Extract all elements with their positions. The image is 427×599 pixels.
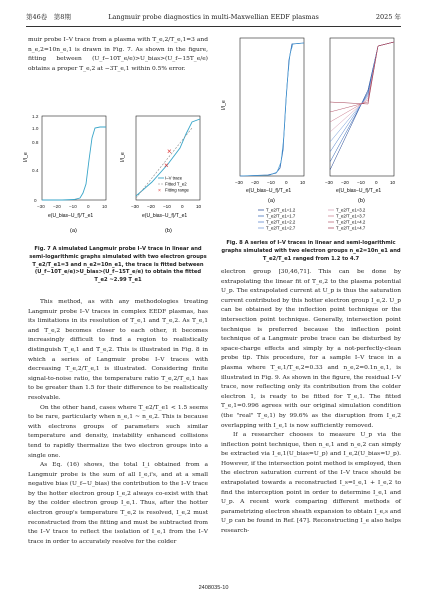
header-rule [26,26,401,27]
svg-text:−10: −10 [267,180,275,185]
right-para-2: If a researcher chooses to measure U_p via the inflection point technique, then n_e,1 and n_e,2 can simply be extracted via I_e,1(U_bias=U_p) and I_e,2(U_bias=U_p). However, if the intersection point method is employed, then the electron saturation current of the I–V trace should be extrapolated towards a reconstructed I_s=I_e,1 + I_e,2 to find the interception point in order to determine I_e,1 and U_p. A recent work comparing different methods of parametrizing electron sheath expansion to obtain I_e,s and U_p can be found in Ref. [47]. Reconstructing I_e also helps research- [221,432,401,535]
svg-text:−30: −30 [131,204,139,209]
fig8b-label: (b) [358,198,365,204]
svg-text:10: 10 [102,204,108,209]
svg-text:−20: −20 [251,180,259,185]
left-para-3: On the other hand, cases where T_e2/T_e1 < 1.5 seems to be rare, particularly when n_e,1 ~ n_e,2. This is because with electrons groups of parameters such similar temperature and density, instability enhanced collisions tend to rapidly thermalize the two electron groups into a single one. [28,404,208,459]
fig7a-label: (a) [70,228,77,234]
svg-text:10: 10 [196,204,202,209]
fig7b-ylabel: I/I_e [120,152,126,162]
fig7b-fit-range-mark: × [164,161,169,170]
fig8b-trace [330,42,394,132]
fig7a-plot [23,114,108,234]
fig7a-trace [42,127,106,200]
fig8-legend-item: T_e2/T_e1=3.7 [336,213,366,219]
fig7b-label: (b) [165,228,172,234]
left-para-4: As Eq. (16) shows, the total I_i obtained from a Langmuir probe is the sum of all I_e,i's, and at a small negative bias (U_f−U_bias) the contribution to the I–V trace by the hotter electron group I_e,2 always co-exist with that by the colder electron group I_e,1. Thus, after the hotter electron group's temperature T_e,2 is resolved, I_e,2 must reconstructed from the fitting and must be subtracted from the I–V trace to reflect the isolation of I_e,1 from the I–V trace in order to accurately resolve for the colder [28,462,208,545]
fig7b-xlabel: e(U_bias−U_f)/T_e1 [142,213,188,219]
fig8-legend-item: T_e2/T_e1=4.2 [336,219,366,225]
fig8-legend-item: T_e2/T_e1=1.7 [266,213,296,219]
fig8b-trace [330,42,394,162]
fig8b-trace [330,42,394,112]
fig8b-trace [330,42,394,142]
fig8-legend-item: T_e2/T_e1=2.7 [266,225,296,231]
fig7-figure [22,110,212,240]
volume-issue: 第46卷 第8期 [26,13,71,21]
right-column [221,268,401,537]
page-number: 2408035-10 [198,585,229,591]
fig8-legend-item: T_e2/T_e1=4.7 [336,225,366,231]
fig8b-trace [330,42,394,152]
svg-text:10: 10 [390,180,396,185]
fig8b-trace [330,42,394,170]
left-column [28,36,208,74]
fig8b-xlabel: e(U_bias−U_f)/T_e1 [336,188,382,194]
fig8-figure [218,30,408,235]
fig8a-xlabel: e(U_bias−U_f)/T_e1 [246,188,292,194]
fig8-legend-item: T_e2/T_e1=2.2 [266,219,296,225]
svg-text:1.0: 1.0 [32,126,39,131]
svg-text:−20: −20 [341,180,349,185]
fig8-legend-item: T_e2/T_e1=1.2 [266,207,296,213]
fig8a-trace [240,43,304,176]
svg-text:−10: −10 [69,204,77,209]
left-para-2: This method, as with any methodologies treating Langmuir probe I–V traces in complex EEDF plasmas, has its limitations in its resolution of T_e,1 and T_e,2. As T_e,1 and T_e,2 becomes closer to each other, it becomes increasingly difficult to find a region to realistically distinguish T_e,1 and T_e,2. This is illustrated in Fig. 8 in which a series of Langmuir probe I–V traces with decreasing T_e,2/T_e,1 is illustrated. Considering finite signal-to-noise ratio, the temperature ratio T_e,2/T_e,1 has to be greater than 1.5 for their difference to be realistically resolvable. [28,299,208,401]
svg-text:1.2: 1.2 [32,114,39,119]
fig8-caption: Fig. 8 A series of I–V traces in linear and semi-logarithmic graphs simulated with two electron groups n_e2=10n_e1 and T_e2/T_e1 ranged from 1.2 to 4.7 [221,240,401,262]
left-column-lower [28,298,208,547]
svg-text:−20: −20 [53,204,61,209]
fig7b-legend [158,176,189,195]
fig8a-plot [221,38,306,194]
svg-text:−10: −10 [163,204,171,209]
svg-text:0.4: 0.4 [32,168,39,173]
left-para-1: muir probe I–V trace from a plasma with T_e,2/T_e,1=3 and n_e,2=10n_e,1 is drawn in Fig. 7. As shown in the figure, fitting between (U_f−10T_e/e)>U_bias>(U_f−15T_e/e) obtains a proper T_e,2 at −3T_e,1 within 0.5% error. [28,37,208,72]
svg-text:−30: −30 [325,180,333,185]
fig8b-plot [325,38,396,194]
year: 2025 年 [375,13,401,21]
svg-text:10: 10 [300,180,306,185]
svg-text:0: 0 [34,198,37,203]
fig7a-ylabel: I/I_e [23,152,29,162]
svg-text:0: 0 [181,204,184,209]
fig7b-plot [120,116,202,234]
fig7b-legend-item: Fitted T_e2 [165,181,187,187]
fig8-legend-item: T_e2/T_e1=3.2 [336,207,366,213]
running-title: Langmuir probe diagnostics in multi-Maxwellian EEDF plasmas [108,13,319,21]
fig7b-legend-item: Fitting range [165,187,189,193]
fig7b-legend-item: I–V trace [165,175,183,181]
fig8b-trace [330,42,394,122]
svg-text:−10: −10 [357,180,365,185]
svg-text:×: × [158,188,161,194]
fig7b-fit-range-mark: × [167,147,172,156]
svg-text:0: 0 [285,180,288,185]
page-header [26,10,401,24]
fig8-legend [258,208,366,231]
svg-text:0: 0 [375,180,378,185]
svg-text:0.8: 0.8 [32,140,39,145]
svg-text:−30: −30 [235,180,243,185]
fig7a-xlabel: e(U_bias−U_f)/T_e1 [48,213,94,219]
fig8a-ylabel: I/I_e [221,100,227,110]
fig8b-trace [330,42,394,104]
right-para-1: electron group [30,46,71]. This can be done by extrapolating the linear fit of T_e,2 to the plasma potential U_p. The extrapolated current at U_p is thus the saturation current contributed by this hotter electron group I_e,2. U_p can be obtained by the inflection point technique or the intersection point technique. Generally, intersection point technique is preferred because the inflection point technique of a Langmuir probe trace can be disturbed by space-charge effects and simply by a not-perfectly-clean probe tip. This procedure, for a sample I–V trace in a plasma where T_e,1/T_e,2=0.33 and n_e,2=0.1n_e,1, is illustrated in Fig. 9. As shown in the figure, the residual I–V trace, now reflecting only its contribution from the colder electron 1, is ready to be fitted for T_e,1. The fitted T_e,1=0.996 agrees with our original simulation condition (the "real" T_e,1) by 99.6% as the disruption from I_e,2 overlapping with I_e,1 is now sufficiently removed. [221,269,401,429]
svg-text:0: 0 [87,204,90,209]
svg-text:−30: −30 [37,204,45,209]
fig8a-label: (a) [268,198,275,204]
fig7-caption: Fig. 7 A simulated Langmuir probe I–V trace in linear and semi-logarithmic graphs simulated with two electron groups T_e2/T_e1=3 and n_e2=10n_e1, the trace is fitted between (U_f−10T_e/e)>U_bias>(U_f−15T_e/e) to obtain the fitted T_e2 ~2.99 T_e1 [29,246,207,284]
svg-text:−20: −20 [147,204,155,209]
fig8a-trace [240,43,304,176]
